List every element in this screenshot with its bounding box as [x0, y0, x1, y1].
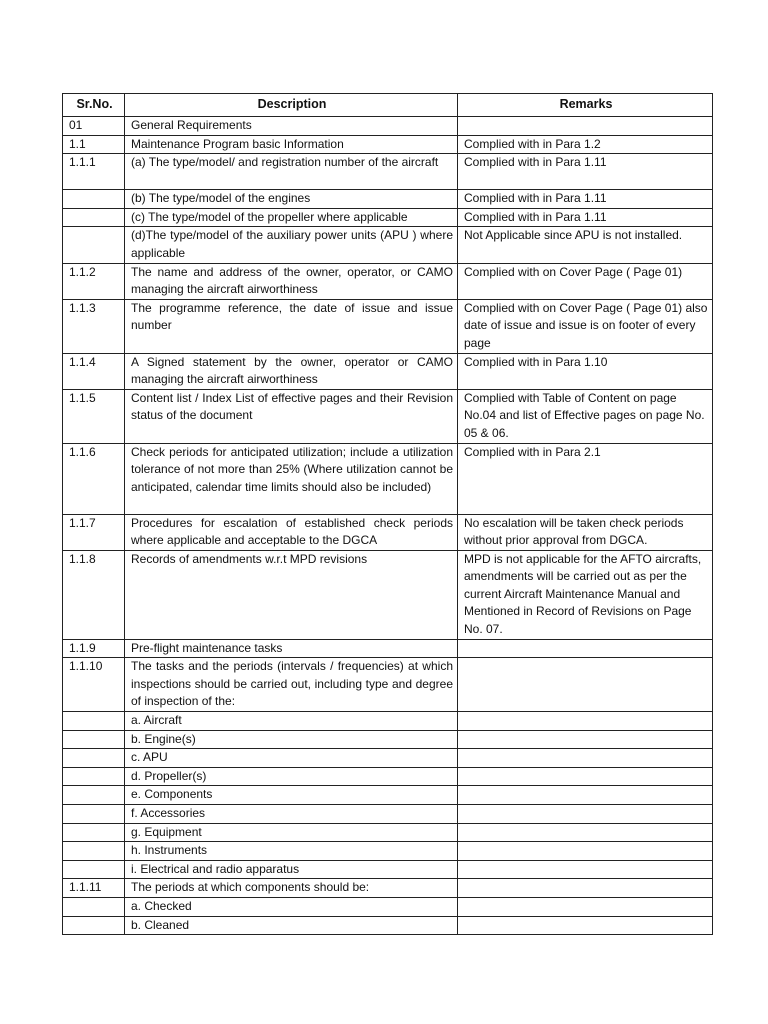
table-row [63, 860, 713, 879]
header-description: Description [125, 94, 458, 117]
row-remarks: MPD is not applicable for the AFTO aircrafts, amendments will be carried out as per the current Aircraft Maintenance Manual and Mentioned in Record of Revisions on Page No. 07. [458, 550, 713, 639]
row-sr-no: 1.1.1 [63, 154, 125, 190]
row-remarks [458, 916, 713, 935]
row-sr-no: 1.1.6 [63, 443, 125, 514]
row-remarks: Complied with on Cover Page ( Page 01) [458, 263, 713, 299]
row-description: a. Checked [125, 898, 458, 917]
row-remarks [458, 842, 713, 861]
row-sr-no: 1.1.4 [63, 353, 125, 389]
table-row [63, 135, 713, 154]
table-row [63, 443, 713, 514]
row-sr-no [63, 749, 125, 768]
row-remarks: Complied with on Cover Page ( Page 01) also date of issue and issue is on footer of every page [458, 299, 713, 353]
row-description: a. Aircraft [125, 712, 458, 731]
table-row [63, 767, 713, 786]
row-remarks: Complied with in Para 1.11 [458, 190, 713, 209]
row-sr-no [63, 208, 125, 227]
table-row [63, 227, 713, 263]
row-remarks: Complied with in Para 1.10 [458, 353, 713, 389]
row-description: b. Engine(s) [125, 730, 458, 749]
table-row [63, 730, 713, 749]
header-sr-no: Sr.No. [63, 94, 125, 117]
row-sr-no: 1.1 [63, 135, 125, 154]
table-row [63, 550, 713, 639]
row-description: The periods at which components should be: [125, 879, 458, 898]
table-row [63, 658, 713, 712]
row-description: The tasks and the periods (intervals / frequencies) at which inspections should be carried out, including type and degree of inspection of the: [125, 658, 458, 712]
row-description: (b) The type/model of the engines [125, 190, 458, 209]
row-remarks [458, 658, 713, 712]
requirements-table [62, 93, 713, 935]
row-sr-no [63, 767, 125, 786]
row-remarks: Complied with in Para 1.2 [458, 135, 713, 154]
row-sr-no: 1.1.5 [63, 389, 125, 443]
row-remarks [458, 712, 713, 731]
row-description: d. Propeller(s) [125, 767, 458, 786]
row-sr-no: 1.1.11 [63, 879, 125, 898]
row-description: Check periods for anticipated utilization; include a utilization tolerance of not more than 25% (Where utilization cannot be anticipated, calendar time limits should also be included) [125, 443, 458, 514]
row-description: c. APU [125, 749, 458, 768]
table-row [63, 823, 713, 842]
row-description: Pre-flight maintenance tasks [125, 639, 458, 658]
table-row [63, 514, 713, 550]
row-sr-no [63, 842, 125, 861]
row-remarks [458, 786, 713, 805]
table-row [63, 353, 713, 389]
row-description: The name and address of the owner, operator, or CAMO managing the aircraft airworthiness [125, 263, 458, 299]
row-description: g. Equipment [125, 823, 458, 842]
row-remarks [458, 823, 713, 842]
row-description: h. Instruments [125, 842, 458, 861]
row-sr-no [63, 730, 125, 749]
row-sr-no: 1.1.2 [63, 263, 125, 299]
table-row [63, 154, 713, 190]
table-row [63, 639, 713, 658]
table-row [63, 805, 713, 824]
row-remarks [458, 117, 713, 136]
row-remarks: Complied with in Para 1.11 [458, 154, 713, 190]
row-description: (d)The type/model of the auxiliary power units (APU ) where applicable [125, 227, 458, 263]
table-row [63, 712, 713, 731]
table-row [63, 842, 713, 861]
table-row [63, 190, 713, 209]
row-sr-no [63, 227, 125, 263]
table-body [63, 117, 713, 935]
row-sr-no: 1.1.9 [63, 639, 125, 658]
table-row [63, 208, 713, 227]
table-row [63, 117, 713, 136]
row-remarks: Complied with in Para 1.11 [458, 208, 713, 227]
row-description: e. Components [125, 786, 458, 805]
row-description: Maintenance Program basic Information [125, 135, 458, 154]
row-description: Content list / Index List of effective pages and their Revision status of the document [125, 389, 458, 443]
row-description: i. Electrical and radio apparatus [125, 860, 458, 879]
row-remarks [458, 639, 713, 658]
row-sr-no: 1.1.3 [63, 299, 125, 353]
row-sr-no: 1.1.10 [63, 658, 125, 712]
table-row [63, 916, 713, 935]
row-description: General Requirements [125, 117, 458, 136]
row-description: Procedures for escalation of established check periods where applicable and acceptable to the DGCA [125, 514, 458, 550]
row-remarks: No escalation will be taken check periods without prior approval from DGCA. [458, 514, 713, 550]
row-remarks [458, 805, 713, 824]
row-remarks: Not Applicable since APU is not installed. [458, 227, 713, 263]
header-remarks: Remarks [458, 94, 713, 117]
row-remarks [458, 730, 713, 749]
table-row [63, 299, 713, 353]
row-sr-no [63, 916, 125, 935]
row-description: f. Accessories [125, 805, 458, 824]
row-sr-no [63, 860, 125, 879]
row-sr-no [63, 898, 125, 917]
row-description: b. Cleaned [125, 916, 458, 935]
row-description: The programme reference, the date of issue and issue number [125, 299, 458, 353]
row-remarks [458, 749, 713, 768]
row-description: (c) The type/model of the propeller where applicable [125, 208, 458, 227]
table-row [63, 263, 713, 299]
row-remarks: Complied with in Para 2.1 [458, 443, 713, 514]
table-row [63, 898, 713, 917]
table-row [63, 786, 713, 805]
row-remarks [458, 898, 713, 917]
row-description: (a) The type/model/ and registration number of the aircraft [125, 154, 458, 190]
table-row [63, 389, 713, 443]
row-sr-no [63, 823, 125, 842]
row-remarks [458, 860, 713, 879]
row-sr-no: 1.1.7 [63, 514, 125, 550]
row-description: A Signed statement by the owner, operator or CAMO managing the aircraft airworthiness [125, 353, 458, 389]
row-sr-no [63, 805, 125, 824]
row-sr-no: 01 [63, 117, 125, 136]
table-row [63, 879, 713, 898]
row-sr-no: 1.1.8 [63, 550, 125, 639]
row-sr-no [63, 712, 125, 731]
row-remarks: Complied with Table of Content on page No.04 and list of Effective pages on page No. 05 & 06. [458, 389, 713, 443]
row-sr-no [63, 190, 125, 209]
row-remarks [458, 879, 713, 898]
table-header-row [63, 94, 713, 117]
row-sr-no [63, 786, 125, 805]
row-description: Records of amendments w.r.t MPD revisions [125, 550, 458, 639]
table-row [63, 749, 713, 768]
row-remarks [458, 767, 713, 786]
